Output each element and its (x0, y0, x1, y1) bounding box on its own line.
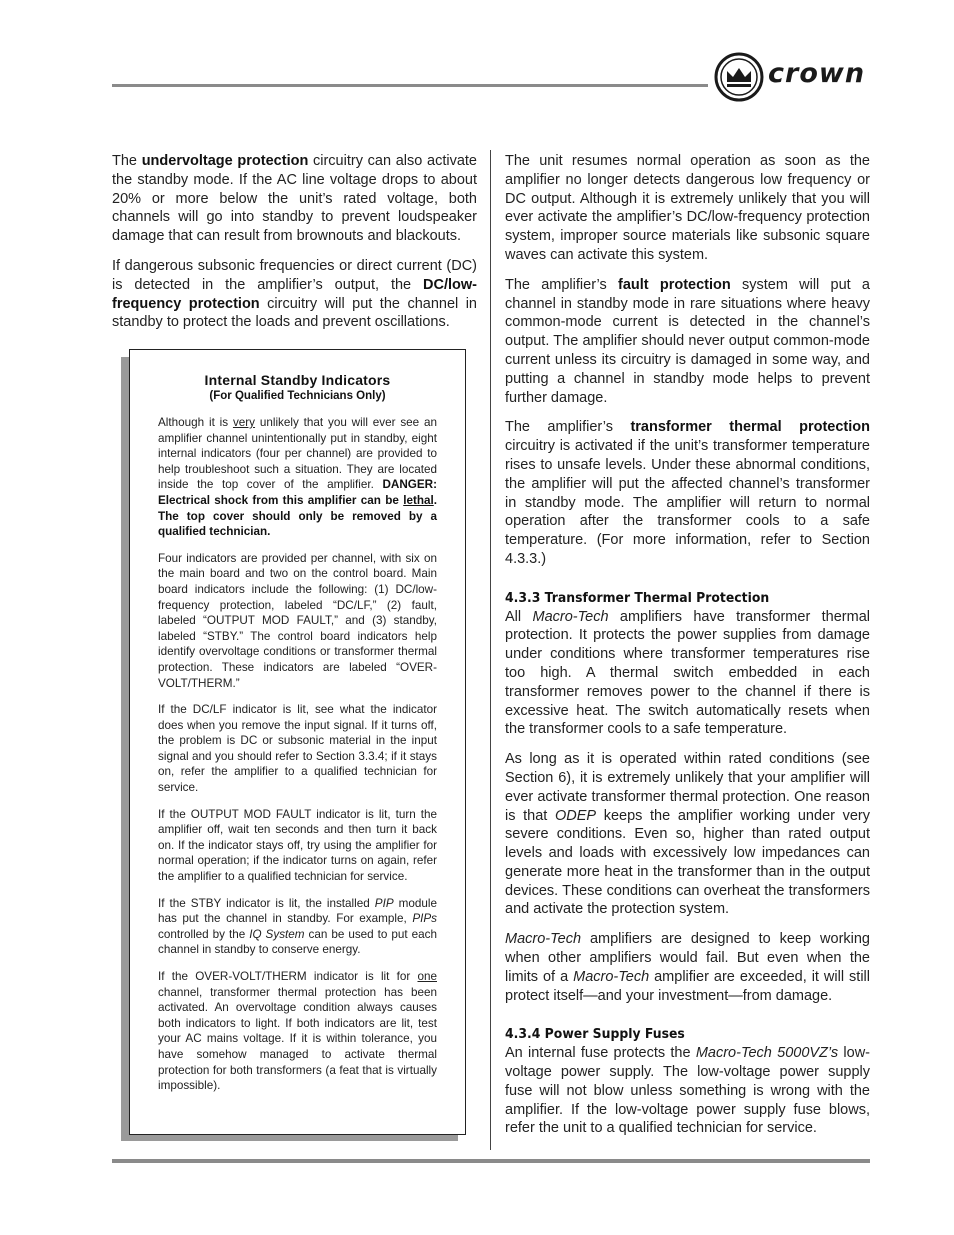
sidebar-over-volt-therm-paragraph: If the OVER-VOLT/THERM indicator is lit for one channel, transformer thermal protection has been activated. An overvoltage condition always causes both indicators to light. If both indicators are lit, test your AC mains voltage. If it is within tolerance, you have somehow managed to activate thermal protection for both transformers (a feat that is virtually impossible). (158, 970, 437, 1093)
sidebar-intro-paragraph: Although it is very unlikely that you will ever see an amplifier channel unintentionally put in standby, eight internal indicators (four per channel) are provided to help troubleshoot such a situation. They are located inside the top cover of the amplifier. DANGER: Electrical shock from this amplifier can be lethal. The top cover should only be removed by a qualified technician. (158, 416, 437, 539)
dc-low-frequency-paragraph: If dangerous subsonic frequencies or direct current (DC) is detected in the amplifier’s output, the DC/low-frequency protection circuitry will put the channel in standby to protect the loads and prevent oscillations. (112, 257, 477, 331)
section-heading-4-3-4: 4.3.4 Power Supply Fuses (505, 1026, 685, 1043)
sidebar-title: Internal Standby Indicators (204, 372, 391, 388)
thermal-protection-paragraph: All Macro-Tech amplifiers have transformer thermal protection. It protects the power supplies from damage under conditions where transformer temperatures rise too high. A thermal switch embedded in each transformer removes power to the channel if there is excessive heat. The switch automatically resets when the transformer cools to a safe temperature. (505, 608, 870, 738)
sidebar-output-mod-fault-paragraph: If the OUTPUT MOD FAULT indicator is lit, turn the amplifier off, wait ten seconds and then turn it back on. If the indicator stays off, try using the amplifier for normal operation; if the indicator turns on again, refer the amplifier to a qualified technician for service. (158, 807, 437, 884)
internal-standby-indicators-box (129, 349, 466, 1135)
transformer-thermal-paragraph: The amplifier’s transformer thermal protection circuitry is activated if the unit’s transformer temperature rises to unsafe levels. Under these abnormal conditions, the amplifier will put the affected channel’s transformer in standby mode. The amplifier will return to normal operation after the transformer cools to a safe temperature. (For more information, refer to Section 4.3.3.) (505, 419, 870, 567)
resume-operation-paragraph: The unit resumes normal operation as soon as the amplifier no longer detects dangerous low frequency or DC output. Although it is extremely unlikely that you will ever activate the amplifier’s DC/low-frequency protection system, improper source materials like subsonic square waves can activate this system. (505, 153, 870, 263)
fault-protection-paragraph: The amplifier’s fault protection system will put a channel in standby mode in rare situations where heavy common-mode current is detected in the channel’s output. The amplifier should never output common-mode current unless its circuitry is damaged in some way, and putting a channel in standby mode helps to prevent further damage. (505, 276, 870, 406)
footer-rule (112, 1159, 870, 1163)
sidebar-stby-paragraph: If the STBY indicator is lit, the installed PIP module has put the channel in standby. For example, PIPs controlled by the IQ System can be used to put each channel in standby to conserve energy. (158, 896, 437, 957)
column-divider (490, 150, 491, 1150)
crown-logo (714, 52, 874, 102)
power-supply-fuses-paragraph: An internal fuse protects the Macro-Tech 5000VZ’s low-voltage power supply. The low-voltage power supply fuse will not blow unless something is wrong with the amplifier. If the low-voltage power supply fuse blows, refer the unit to a qualified technician for service. (505, 1045, 870, 1137)
brand-wordmark: crown (768, 58, 866, 89)
header-rule (112, 84, 708, 87)
sidebar-subtitle: (For Qualified Technicians Only) (209, 390, 386, 402)
sidebar-indicators-paragraph: Four indicators are provided per channel, with six on the main board and two on the control board. Main board indicators include the following: (1) DC/low-frequency protection, labeled “DC/LF,” (2) fault, labeled “OUTPUT MOD FAULT,” and (3) standby, labeled “STBY.” The control board indicators help identify overvoltage conditions or transformer thermal protection. These indicators are labeled “OVER-VOLT/THERM.” (158, 551, 437, 690)
crown-emblem-icon (714, 52, 764, 102)
undervoltage-paragraph: The undervoltage protection circuitry can also activate the standby mode. If the AC line voltage drops to about 20% or more below the unit’s rated voltage, both channels will go into standby to prevent loudspeaker damage that can result from brownouts and blackouts. (112, 153, 477, 245)
sidebar-dclf-paragraph: If the DC/LF indicator is lit, see what the indicator does when you remove the input signal. If it turns off, the problem is DC or subsonic material in the input signal and you should refer to Section 3.3.4; if it stays on, refer the amplifier to a qualified technician for service. (158, 703, 437, 795)
left-column (112, 152, 477, 343)
right-column (505, 152, 870, 1149)
rated-conditions-paragraph: As long as it is operated within rated conditions (see Section 6), it is extremely unlikely that your amplifier will ever activate transformer thermal protection. One reason is that ODEP keeps the amplifier working under very severe conditions. Even so, higher than rated output levels and loads with excessively low impedances can generate more heat in the transformer than in the output devices. These conditions can overheat the transformers and activate the protection system. (505, 751, 870, 918)
macro-tech-design-paragraph: Macro-Tech amplifiers are designed to keep working when other amplifiers would fail. But even when the limits of a Macro-Tech amplifier are exceeded, it will still protect itself—and your investment—from damage. (505, 931, 870, 1004)
section-heading-4-3-3: 4.3.3 Transformer Thermal Protection (505, 589, 770, 606)
